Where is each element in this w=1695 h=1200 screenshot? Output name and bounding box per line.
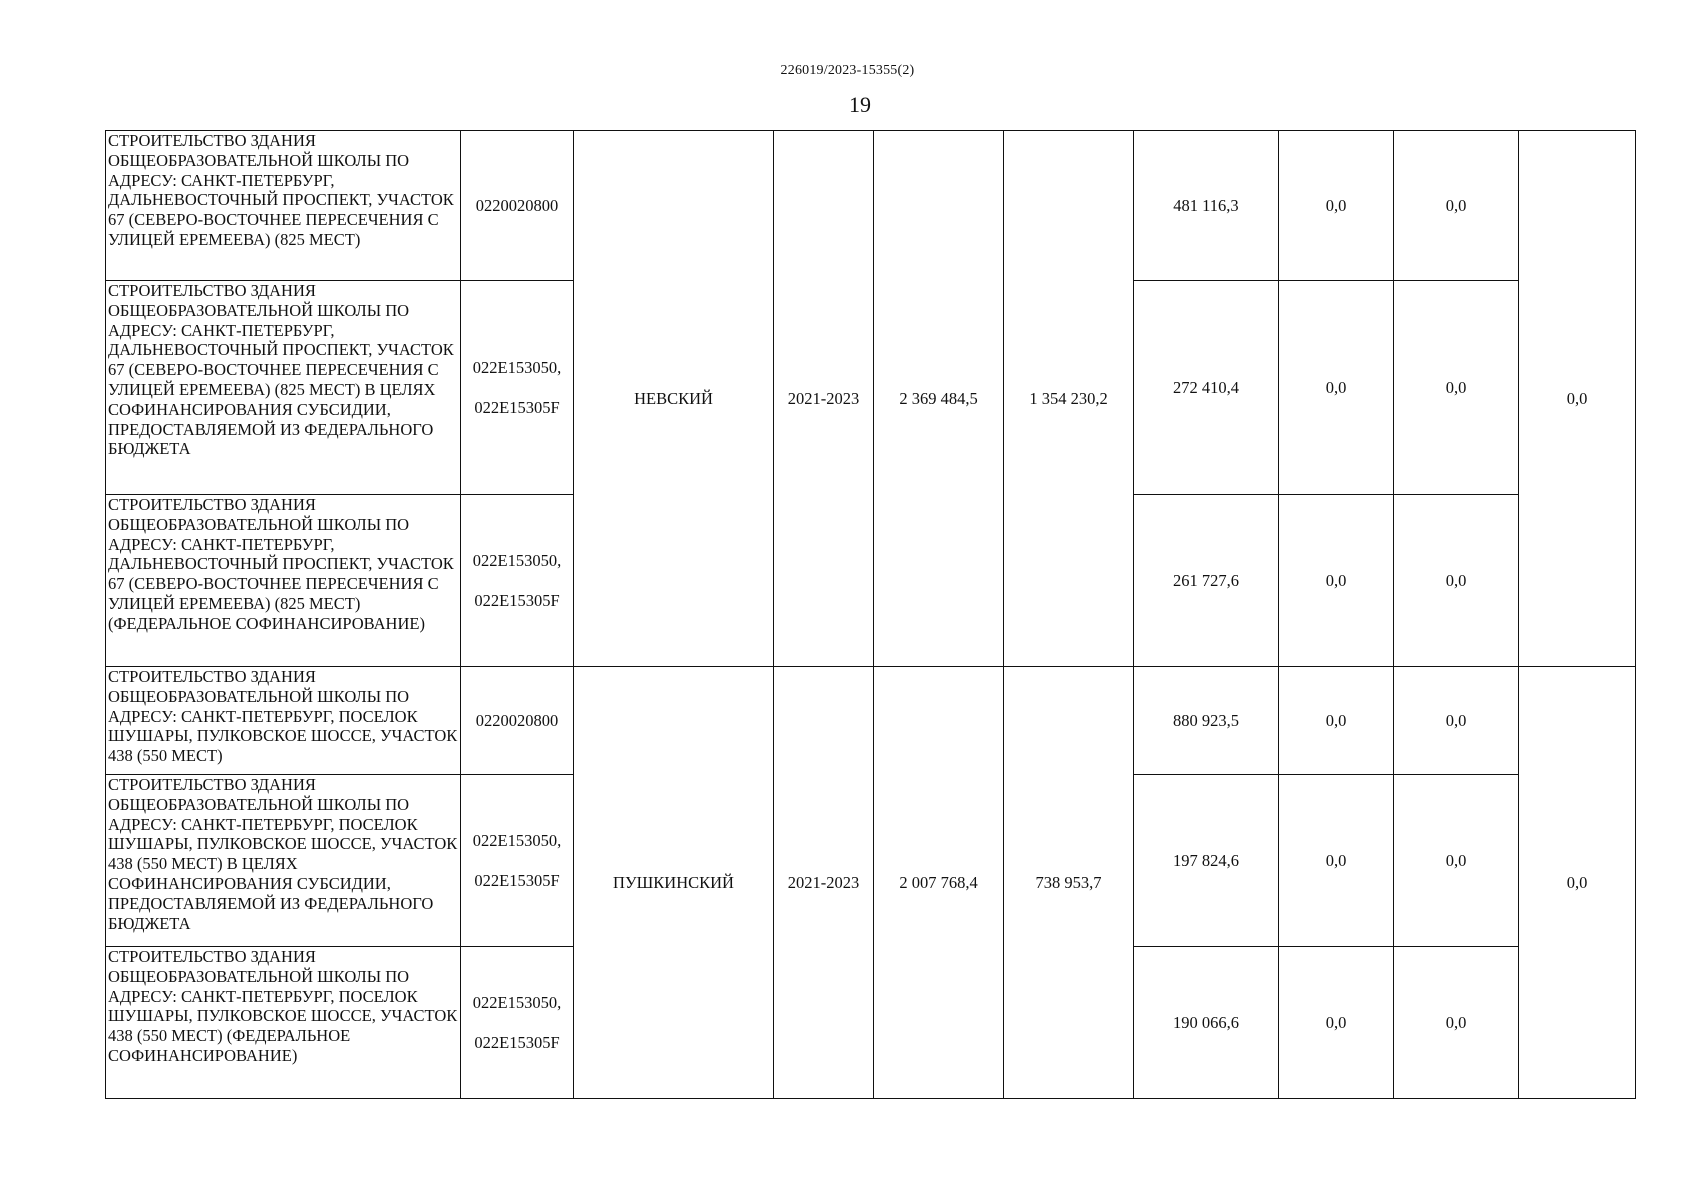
year3-value-cell: 0,0 [1394, 281, 1519, 495]
budget-code: 0220020800 [475, 710, 559, 730]
year2-value-cell: 0,0 [1279, 131, 1394, 281]
budget-code-cell [461, 281, 574, 495]
year2-value-cell: 0,0 [1279, 947, 1394, 1099]
year3-value-cell: 0,0 [1394, 947, 1519, 1099]
year1-value-cell: 481 116,3 [1134, 131, 1279, 281]
object-name-cell: СТРОИТЕЛЬСТВО ЗДАНИЯ ОБЩЕОБРАЗОВАТЕЛЬНОЙ ШКОЛЫ ПО АДРЕСУ: САНКТ-ПЕТЕРБУРГ, ДАЛЬНЕВОСТОЧНЫЙ ПРОСПЕКТ, УЧАСТОК 67 (СЕВЕРО-ВОСТОЧНЕЕ ПЕРЕСЕЧЕНИЯ С УЛИЦЕЙ ЕРЕМЕЕВА) (825 МЕСТ) [106, 131, 461, 281]
object-name-cell: СТРОИТЕЛЬСТВО ЗДАНИЯ ОБЩЕОБРАЗОВАТЕЛЬНОЙ ШКОЛЫ ПО АДРЕСУ: САНКТ-ПЕТЕРБУРГ, ДАЛЬНЕВОСТОЧНЫЙ ПРОСПЕКТ, УЧАСТОК 67 (СЕВЕРО-ВОСТОЧНЕЕ ПЕРЕСЕЧЕНИЯ С УЛИЦЕЙ ЕРЕМЕЕВА) (825 МЕСТ) (ФЕДЕРАЛЬНОЕ СОФИНАНСИРОВАНИЕ) [106, 495, 461, 667]
budget-code: 022E153050, [472, 357, 562, 377]
last-value-cell: 0,0 [1519, 667, 1636, 1099]
budget-code: 022E15305F [474, 397, 560, 417]
year2-value-cell: 0,0 [1279, 775, 1394, 947]
district-cell: НЕВСКИЙ [574, 131, 774, 667]
year3-value-cell: 0,0 [1394, 495, 1519, 667]
page-number: 19 [849, 92, 871, 117]
budget-code: 022E15305F [474, 590, 560, 610]
financed-before-cell: 738 953,7 [1004, 667, 1134, 1099]
budget-code: 0220020800 [475, 195, 559, 215]
financed-before-cell: 1 354 230,2 [1004, 131, 1134, 667]
year3-value-cell: 0,0 [1394, 775, 1519, 947]
budget-code-cell [461, 667, 574, 775]
document-number: 226019/2023-15355(2) [780, 63, 915, 78]
budget-code: 022E153050, [472, 992, 562, 1012]
budget-code: 022E153050, [472, 830, 562, 850]
district-cell: ПУШКИНСКИЙ [574, 667, 774, 1099]
budget-code-cell [461, 775, 574, 947]
last-value-cell: 0,0 [1519, 131, 1636, 667]
budget-code-cell [461, 131, 574, 281]
budget-table [105, 130, 1636, 1099]
table-row [106, 667, 1636, 775]
total-cost-cell: 2 007 768,4 [874, 667, 1004, 1099]
object-name-cell: СТРОИТЕЛЬСТВО ЗДАНИЯ ОБЩЕОБРАЗОВАТЕЛЬНОЙ ШКОЛЫ ПО АДРЕСУ: САНКТ-ПЕТЕРБУРГ, ПОСЕЛОК ШУШАРЫ, ПУЛКОВСКОЕ ШОССЕ, УЧАСТОК 438 (550 МЕСТ) В ЦЕЛЯХ СОФИНАНСИРОВАНИЯ СУБСИДИИ, ПРЕДОСТАВЛЯЕМОЙ ИЗ ФЕДЕРАЛЬНОГО БЮДЖЕТА [106, 775, 461, 947]
object-name-cell: СТРОИТЕЛЬСТВО ЗДАНИЯ ОБЩЕОБРАЗОВАТЕЛЬНОЙ ШКОЛЫ ПО АДРЕСУ: САНКТ-ПЕТЕРБУРГ, ПОСЕЛОК ШУШАРЫ, ПУЛКОВСКОЕ ШОССЕ, УЧАСТОК 438 (550 МЕСТ) [106, 667, 461, 775]
year2-value-cell: 0,0 [1279, 495, 1394, 667]
year3-value-cell: 0,0 [1394, 667, 1519, 775]
year1-value-cell: 272 410,4 [1134, 281, 1279, 495]
year1-value-cell: 880 923,5 [1134, 667, 1279, 775]
year1-value-cell: 197 824,6 [1134, 775, 1279, 947]
year1-value-cell: 261 727,6 [1134, 495, 1279, 667]
period-cell: 2021-2023 [774, 131, 874, 667]
budget-code: 022E15305F [474, 1032, 560, 1052]
table-row [106, 131, 1636, 281]
budget-code: 022E153050, [472, 550, 562, 570]
year2-value-cell: 0,0 [1279, 667, 1394, 775]
year1-value-cell: 190 066,6 [1134, 947, 1279, 1099]
period-cell: 2021-2023 [774, 667, 874, 1099]
budget-code-cell [461, 947, 574, 1099]
object-name-cell: СТРОИТЕЛЬСТВО ЗДАНИЯ ОБЩЕОБРАЗОВАТЕЛЬНОЙ ШКОЛЫ ПО АДРЕСУ: САНКТ-ПЕТЕРБУРГ, ПОСЕЛОК ШУШАРЫ, ПУЛКОВСКОЕ ШОССЕ, УЧАСТОК 438 (550 МЕСТ) (ФЕДЕРАЛЬНОЕ СОФИНАНСИРОВАНИЕ) [106, 947, 461, 1099]
year3-value-cell: 0,0 [1394, 131, 1519, 281]
year2-value-cell: 0,0 [1279, 281, 1394, 495]
total-cost-cell: 2 369 484,5 [874, 131, 1004, 667]
budget-code-cell [461, 495, 574, 667]
budget-code: 022E15305F [474, 870, 560, 890]
object-name-cell: СТРОИТЕЛЬСТВО ЗДАНИЯ ОБЩЕОБРАЗОВАТЕЛЬНОЙ ШКОЛЫ ПО АДРЕСУ: САНКТ-ПЕТЕРБУРГ, ДАЛЬНЕВОСТОЧНЫЙ ПРОСПЕКТ, УЧАСТОК 67 (СЕВЕРО-ВОСТОЧНЕЕ ПЕРЕСЕЧЕНИЯ С УЛИЦЕЙ ЕРЕМЕЕВА) (825 МЕСТ) В ЦЕЛЯХ СОФИНАНСИРОВАНИЯ СУБСИДИИ, ПРЕДОСТАВЛЯЕМОЙ ИЗ ФЕДЕРАЛЬНОГО БЮДЖЕТА [106, 281, 461, 495]
